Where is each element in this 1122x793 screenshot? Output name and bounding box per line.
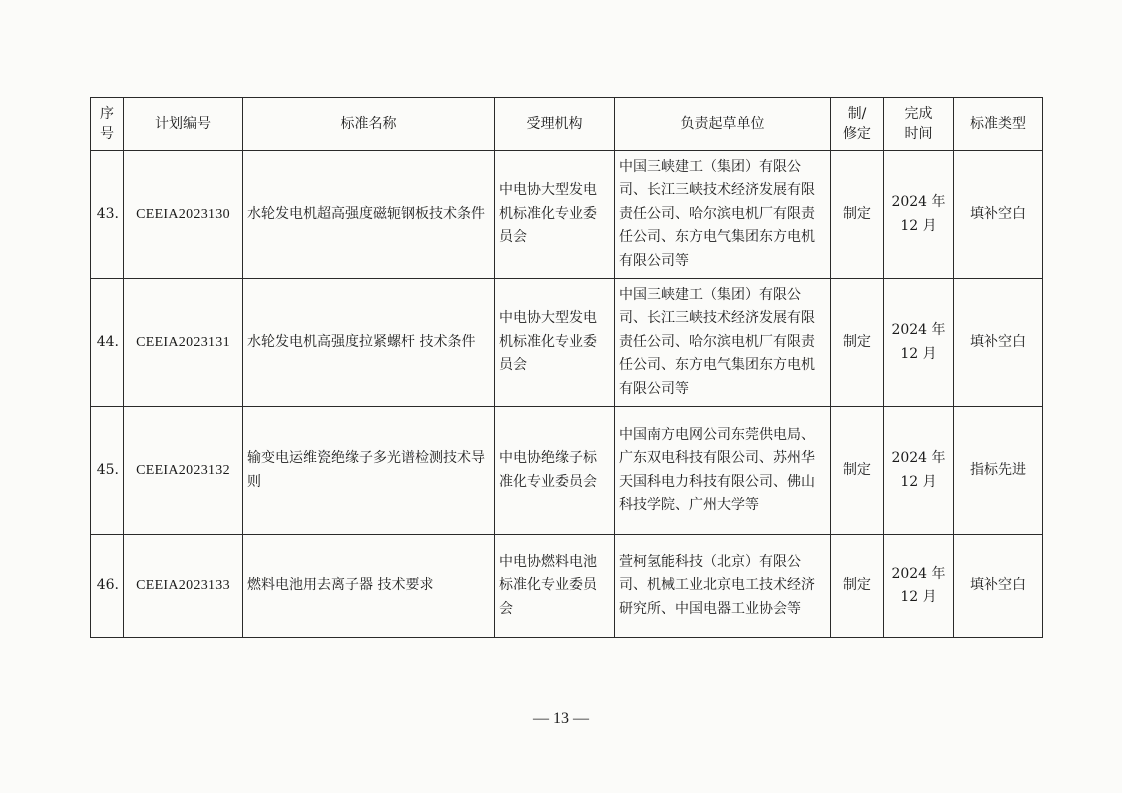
row-type: 制定 [831,407,884,535]
row-standard-name: 水轮发电机高强度拉紧螺杆 技术条件 [243,279,495,407]
table-row [91,151,1043,279]
row-seq: 44. [91,279,124,407]
standards-plan-table [90,97,1043,638]
row-drafting-unit: 中国南方电网公司东莞供电局、广东双电科技有限公司、苏州华天国科电力科技有限公司、佛山科技学院、广州大学等 [615,407,831,535]
row-seq: 46. [91,535,124,638]
row-accepting-org: 中电协绝缘子标准化专业委员会 [495,407,615,535]
row-standard-name: 水轮发电机超高强度磁轭钢板技术条件 [243,151,495,279]
row-accepting-org: 中电协燃料电池标准化专业委员会 [495,535,615,638]
row-completion-time: 2024 年 12 月 [884,151,954,279]
table-header [91,98,1043,151]
header-time: 完成 时间 [884,98,954,151]
header-code: 计划编号 [124,98,243,151]
header-unit: 负责起草单位 [615,98,831,151]
table-row [91,407,1043,535]
header-category: 标准类型 [954,98,1043,151]
row-plan-code: CEEIA2023131 [124,279,243,407]
row-type: 制定 [831,151,884,279]
row-plan-code: CEEIA2023130 [124,151,243,279]
row-plan-code: CEEIA2023133 [124,535,243,638]
row-accepting-org: 中电协大型发电机标准化专业委员会 [495,151,615,279]
row-category: 指标先进 [954,407,1043,535]
row-seq: 43. [91,151,124,279]
row-standard-name: 输变电运维瓷绝缘子多光谱检测技术导则 [243,407,495,535]
table-row [91,535,1043,638]
header-org: 受理机构 [495,98,615,151]
row-category: 填补空白 [954,535,1043,638]
row-completion-time: 2024 年 12 月 [884,407,954,535]
row-drafting-unit: 中国三峡建工（集团）有限公司、长江三峡技术经济发展有限责任公司、哈尔滨电机厂有限责任公司、东方电气集团东方电机有限公司等 [615,279,831,407]
row-drafting-unit: 萱柯氢能科技（北京）有限公司、机械工业北京电工技术经济研究所、中国电器工业协会等 [615,535,831,638]
header-row [91,98,1043,151]
row-standard-name: 燃料电池用去离子器 技术要求 [243,535,495,638]
table-row [91,279,1043,407]
row-type: 制定 [831,279,884,407]
header-seq: 序 号 [91,98,124,151]
row-type: 制定 [831,535,884,638]
header-name: 标准名称 [243,98,495,151]
page-number: — 13 — [533,710,589,727]
row-plan-code: CEEIA2023132 [124,407,243,535]
row-accepting-org: 中电协大型发电机标准化专业委员会 [495,279,615,407]
row-category: 填补空白 [954,279,1043,407]
row-category: 填补空白 [954,151,1043,279]
row-completion-time: 2024 年 12 月 [884,279,954,407]
row-completion-time: 2024 年 12 月 [884,535,954,638]
header-type: 制/ 修定 [831,98,884,151]
row-seq: 45. [91,407,124,535]
row-drafting-unit: 中国三峡建工（集团）有限公司、长江三峡技术经济发展有限责任公司、哈尔滨电机厂有限责任公司、东方电气集团东方电机有限公司等 [615,151,831,279]
